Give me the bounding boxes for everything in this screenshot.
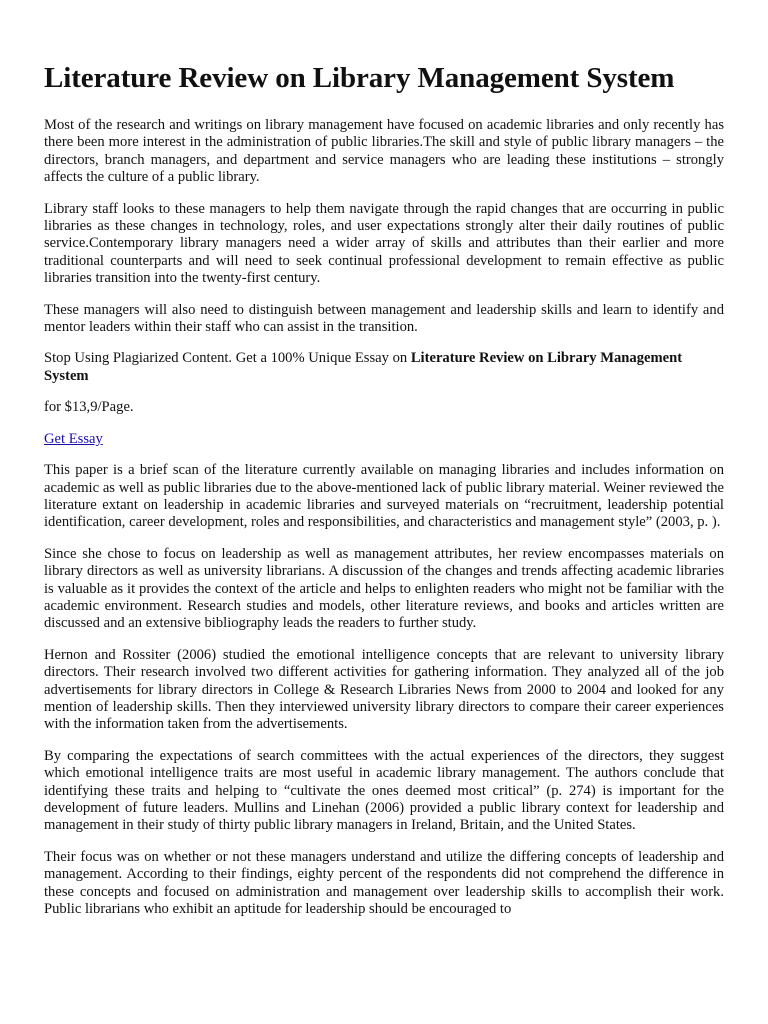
paragraph-7: Hernon and Rossiter (2006) studied the emotional intelligence concepts that are relevant to university library directors. Their research involved two different activities for gathering information. They analyzed all of the job advertisements for library directors in College & Research Libraries News from 2000 to 2004 and looked for any mention of leadership skills. Then they interviewed university library directors to compare their career experiences with the information taken from the advertisements.: [44, 646, 724, 733]
promo-text: [44, 350, 724, 385]
get-essay-link[interactable]: Get Essay: [44, 430, 103, 447]
paragraph-6: Since she chose to focus on leadership as well as management attributes, her review encompasses materials on library directors as well as university librarians. A discussion of the changes and trends affecting academic libraries is valuable as it provides the context of the article and helps to enlighten readers who might not be familiar with the academic environment. Research studies and models, other literature reviews, and books and articles written are discussed and an extensive bibliography leads the readers to further study.: [44, 545, 724, 632]
paragraph-8: By comparing the expectations of search committees with the actual experiences of the directors, they suggest which emotional intelligence traits are most useful in academic library management. The authors conclude that identifying these traits and helping to “cultivate the ones deemed most critical” (p. 274) is important for the development of future leaders. Mullins and Linehan (2006) provided a public library context for leadership and management in their study of thirty public library managers in Ireland, Britain, and the United States.: [44, 747, 724, 834]
get-essay-row: [44, 431, 724, 448]
promo-price: for $13,9/Page.: [44, 399, 134, 416]
promo-bold-title: Literature Review on Library Management System: [44, 350, 683, 384]
paragraph-1: Most of the research and writings on library management have focused on academic libraries and only recently has there been more interest in the administration of public libraries.The skill and style of public library managers – the directors, branch managers, and department and service managers who are leading these institutions – strongly affects the culture of a public library.: [44, 117, 724, 186]
paragraph-9: Their focus was on whether or not these managers understand and utilize the differing concepts of leadership and management. According to their findings, eighty percent of the respondents did not comprehend the difference in these concepts and focused on administration and management over leadership skills to accomplish their work. Public librarians who exhibit an aptitude for leadership should be encouraged to: [44, 848, 724, 918]
document-page: [44, 60, 724, 932]
paragraph-2: Library staff looks to these managers to help them navigate through the rapid changes that are occurring in public libraries as these changes in technology, roles, and user expectations strongly alter their daily routines of public service.Contemporary library managers need a wider array of skills and attributes than their earlier and more traditional counterparts and will need to seek continual professional development to remain effective as public libraries transition into the twenty-first century.: [44, 200, 724, 287]
paragraph-5: This paper is a brief scan of the literature currently available on managing libraries and includes information on academic as well as public libraries due to the above-mentioned lack of public library material. Weiner reviewed the literature extant on leadership in academic libraries and surveyed materials on “recruitment, leadership potential identification, career development, roles and responsibilities, and characteristics and management style” (2003, p. ).: [44, 462, 724, 531]
page-title: Literature Review on Library Management System: [44, 62, 675, 94]
promo-lead: Stop Using Plagiarized Content. Get a 100% Unique Essay on: [44, 350, 411, 367]
paragraph-3: These managers will also need to distinguish between management and leadership skills and learn to identify and mentor leaders within their staff who can assist in the transition.: [44, 301, 724, 336]
